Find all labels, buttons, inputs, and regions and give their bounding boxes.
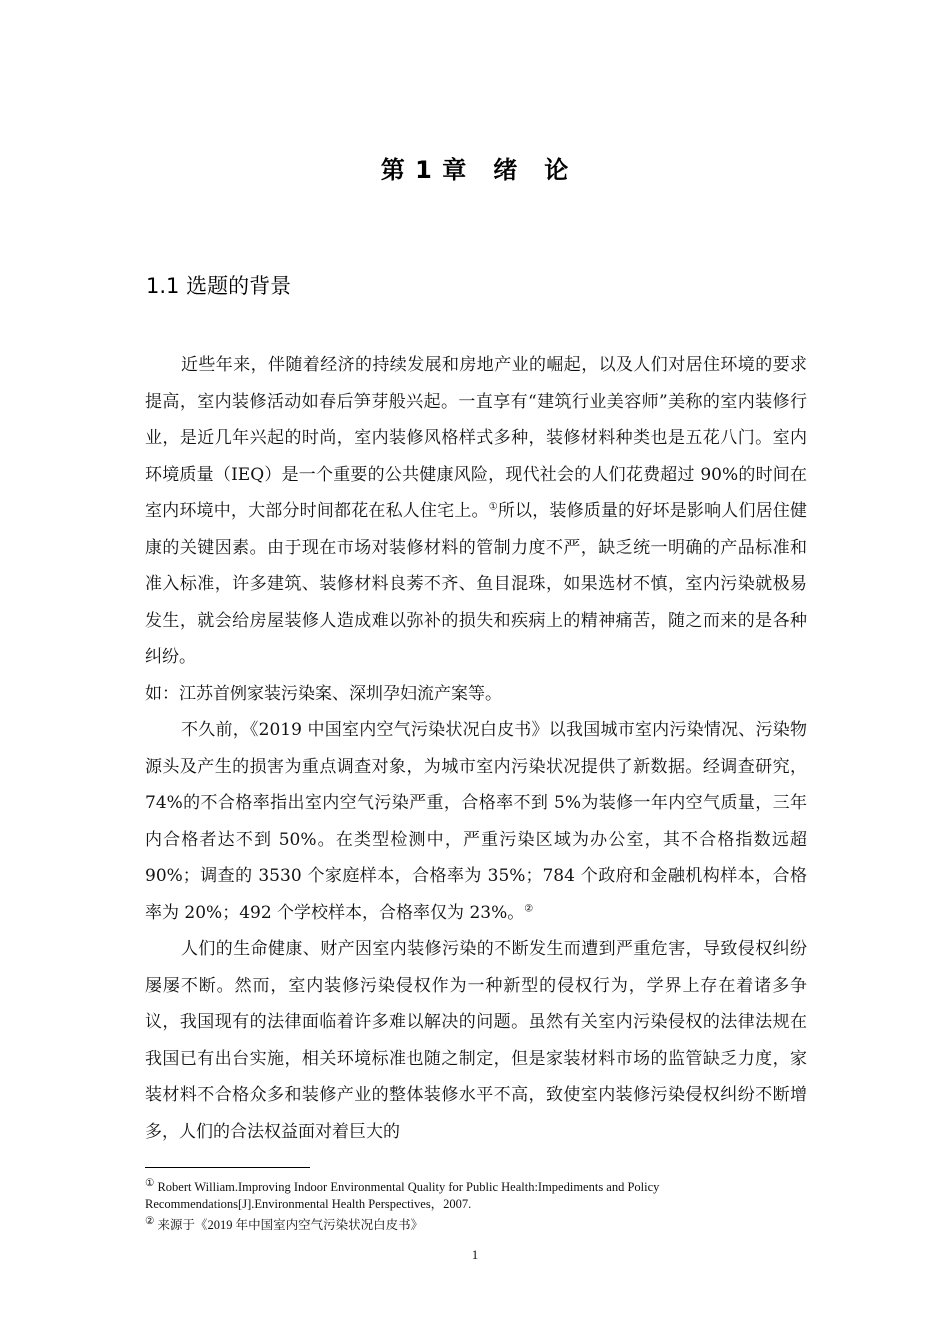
chapter-word-1: 绪 <box>493 156 519 184</box>
footnote-1-mark: ① <box>145 1178 155 1189</box>
chapter-word-2: 论 <box>544 156 570 184</box>
footnotes <box>145 1175 807 1234</box>
footnote-2-mark: ② <box>145 1216 155 1228</box>
paragraph-2 <box>145 712 807 931</box>
footnote-2 <box>145 1213 807 1234</box>
paragraph-1-continuation: 如：江苏首例家装污染案、深圳孕妇流产案等。 <box>145 683 502 704</box>
footnote-divider <box>145 1167 310 1168</box>
chapter-title <box>0 150 950 185</box>
footnote-ref-1[interactable]: ① <box>488 501 498 513</box>
footnote-ref-2[interactable]: ② <box>524 902 534 914</box>
paragraph-3: 人们的生命健康、财产因室内装修污染的不断发生而遭到严重危害，导致侵权纠纷屡屡不断。然而，室内装修污染侵权作为一种新型的侵权行为，学界上存在着诸多争议，我国现有的法律面临着许多难以解决的问题。虽然有关室内污染侵权的法律法规在我国已有出台实施，相关环境标准也随之制定，但是家装材料市场的监管缺乏力度，家装材料不合格众多和装修产业的整体装修水平不高，致使室内装修污染侵权纠纷不断增多，人们的合法权益面对着巨大的 <box>145 939 807 1142</box>
footnote-1 <box>145 1175 807 1213</box>
page-number: 1 <box>471 1247 479 1262</box>
paragraph-1 <box>145 347 807 676</box>
paragraph-2-text: 不久前，《2019 中国室内空气污染状况白皮书》以我国城市室内污染情况、污染物源头及产生的损害为重点调查对象，为城市室内污染状况提供了新数据。经调查研究，74%的不合格率指出室内空气污染严重，合格率不到 5%为装修一年内空气质量，三年内合格者达不到 50%。在类型检测中，严重污染区域为办公室，其不合格指数远超 90%；调查的 3530 个家庭样本，合格率为 35%；784 个政府和金融机构样本，合格率为 20%；492 个学校样本，合格率仅为 23%。 <box>145 720 807 923</box>
section-title: 1.1 选题的背景 <box>146 274 292 298</box>
footnote-2-text: 来源于《2019 年中国室内空气污染状况白皮书》 <box>154 1218 424 1233</box>
body-text <box>145 347 807 1150</box>
paragraph-1-part-2: 所以，装修质量的好坏是影响人们居住健康的关键因素。由于现在市场对装修材料的管制力度不严，缺乏统一明确的产品标准和准入标准，许多建筑、装修材料良莠不齐、鱼目混珠，如果选材不慎，室内污染就极易发生，就会给房屋装修人造成难以弥补的损失和疾病上的精神痛苦，随之而来的是各种纠纷。 <box>145 501 808 667</box>
paragraph-1-part-1: 近些年来，伴随着经济的持续发展和房地产业的崛起，以及人们对居住环境的要求提高，室内装修活动如春后笋芽般兴起。一直享有“建筑行业美容师”美称的室内装修行业，是近几年兴起的时尚，室内装修风格样式多种，装修材料种类也是五花八门。室内环境质量（IEQ）是一个重要的公共健康风险，现代社会的人们花费超过 90%的时间在室内环境中，大部分时间都花在私人住宅上。 <box>145 355 807 521</box>
footnote-1-text: Robert William.Improving Indoor Environmental Quality for Public Health:Impediments and Policy Recommendations[J].Environmental Health Perspectives，2007. <box>145 1180 660 1212</box>
chapter-label: 第 1 章 <box>380 156 468 184</box>
